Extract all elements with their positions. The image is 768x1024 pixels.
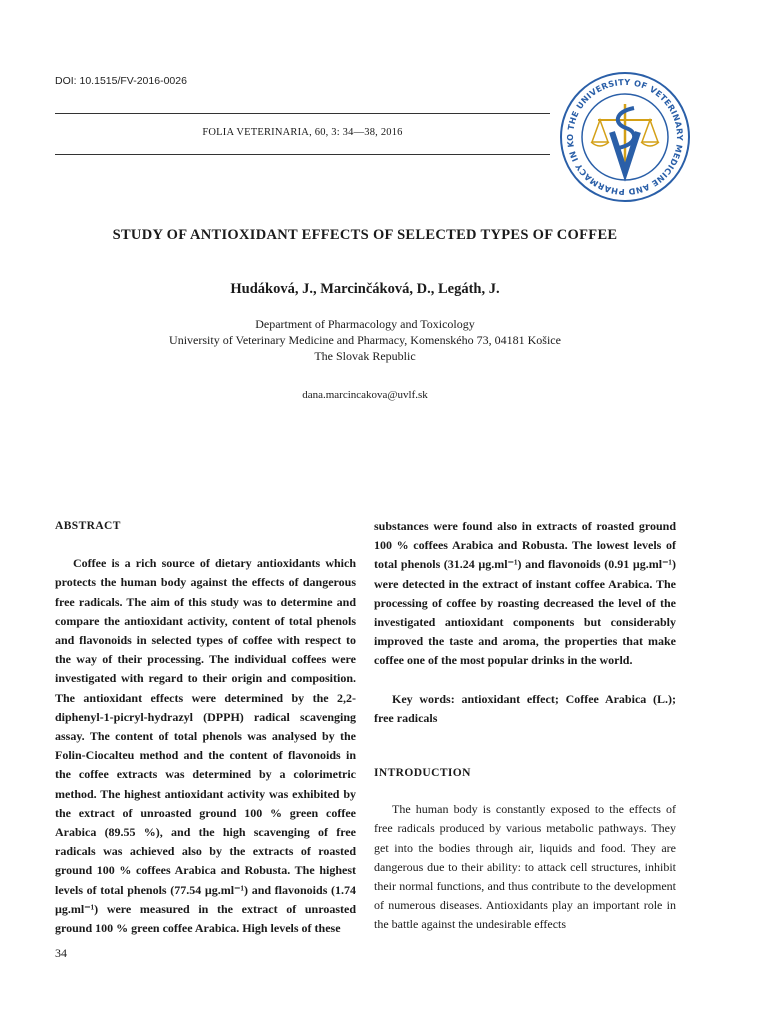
abstract-text-right: substances were found also in extracts of roasted ground 100 % coffees Arabica and Robusta. The lowest levels of total phenols (31.24 µg.ml⁻¹) and flavonoids (0.91 µg.ml⁻¹) were detected in the extract of instant coffee Arabica. The processing of coffee by roasting decreased the level of the investigated antioxidant components but considerably improved the taste and aroma, the properties that make coffee one of the most popular drinks in the world.	[374, 519, 676, 668]
affiliation-department: Department of Pharmacology and Toxicology	[255, 317, 475, 331]
authors: Hudáková, J., Marcinčáková, D., Legáth, J.	[230, 281, 500, 297]
university-logo	[556, 68, 694, 206]
affiliation	[40, 316, 690, 364]
abstract-heading: ABSTRACT	[55, 520, 121, 532]
page-number: 34	[55, 946, 67, 960]
doi: DOI: 10.1515/FV-2016-0026	[55, 75, 187, 87]
top-rule	[55, 113, 550, 114]
affiliation-country: The Slovak Republic	[314, 349, 416, 363]
introduction-text: The human body is constantly exposed to the effects of free radicals produced by various metabolic pathways. They get into the bodies through air, liquids and food. They are dangerous due to their ability: to attack cell structures, inhibit their normal functions, and thus contribute to the development of numerous diseases. Antioxidants play an important role in the battle against the undesirable effects	[374, 802, 676, 932]
abstract-text-left: Coffee is a rich source of dietary antioxidants which protects the human body against the effects of dangerous free radicals. The aim of this study was to determine and compare the antioxidant activity, content of total phenols and flavonoids in selected types of coffee with respect to the way of their processing. The individual coffees were investigated with regard to their origin and composition. The antioxidant effects were determined by the 2,2-diphenyl-1-picryl-hydrazyl (DPPH) radical scavenging assay. The content of total phenols was analysed by the Folin-Ciocalteu method and the content of flavonoids in the coffee extracts was determined by a colorimetric method. The highest antioxidant activity was exhibited by the extract of unroasted ground 100 % green coffee Arabica (89.55 %), and the high scavenging of free radicals was achieved also by the extracts of roasted ground 100 % coffees Arabica and Robusta. The highest levels of total phenols (77.54 µg.ml⁻¹) and flavonoids (1.74 µg.ml⁻¹) were measured in the extract of unroasted ground 100 % green coffee Arabica. High levels of these	[55, 556, 356, 936]
keywords: Key words: antioxidant effect; Coffee Arabica (L.); free radicals	[374, 691, 676, 725]
svg-text:THE UNIVERSITY OF VETERINARY M: THE UNIVERSITY OF VETERINARY MEDICINE AND PHARMACY IN KO	[564, 76, 686, 198]
left-column	[55, 517, 356, 938]
bottom-rule	[55, 154, 550, 155]
introduction-heading: INTRODUCTION	[374, 767, 471, 780]
affiliation-university: University of Veterinary Medicine and Pharmacy, Komenského 73, 04181 Košice	[169, 333, 561, 347]
article-title: STUDY OF ANTIOXIDANT EFFECTS OF SELECTED TYPES OF COFFEE	[112, 227, 618, 243]
email[interactable]: dana.marcincakova@uvlf.sk	[302, 389, 428, 401]
right-column	[374, 517, 676, 935]
journal-citation: FOLIA VETERINARIA, 60, 3: 34—38, 2016	[202, 127, 403, 138]
